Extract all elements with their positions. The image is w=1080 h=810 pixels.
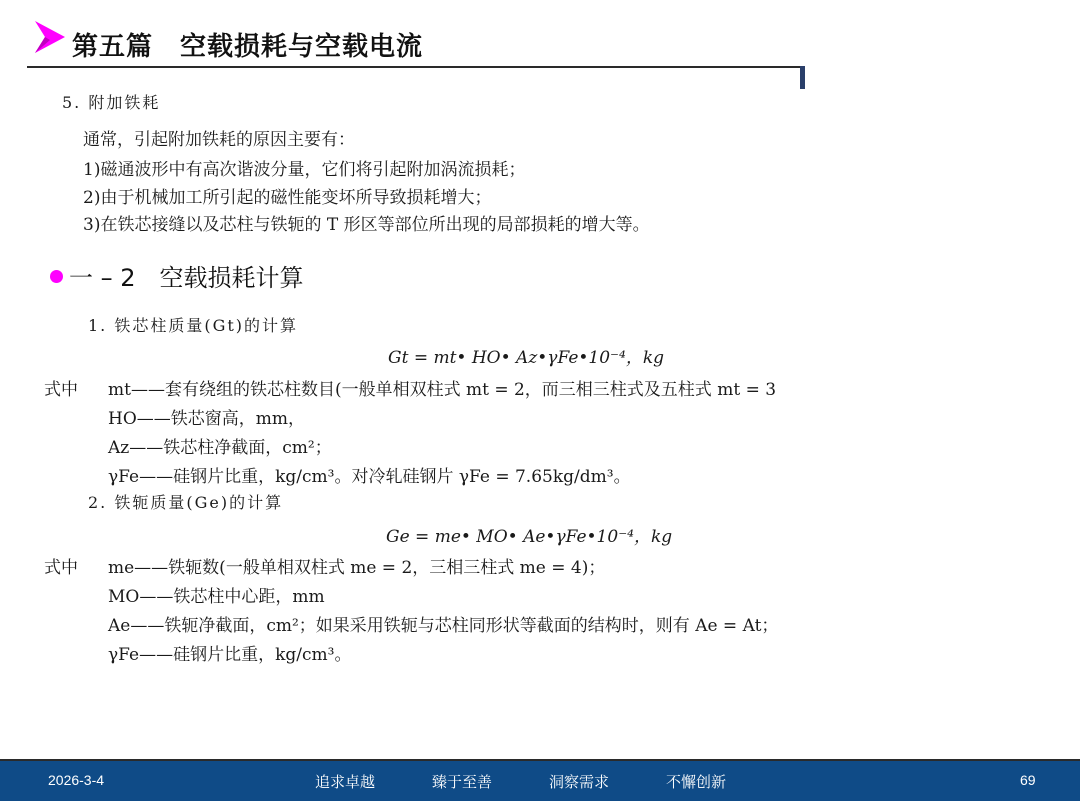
title-rule [27, 66, 805, 68]
footer-bar [0, 759, 1080, 801]
part-2-title: 2. 铁轭质量(Ge)的计算 [88, 493, 284, 512]
section-5-title: 5. 附加铁耗 [62, 93, 161, 112]
part-1-definition: HO——铁芯窗高，mm， [108, 409, 306, 429]
section-heading-text: 一 – 2 空载损耗计算 [69, 264, 304, 292]
part-1-definition: γFe——硅钢片比重，kg/cm³。对冷轧硅钢片 γFe = 7.65kg/dm³。 [108, 467, 631, 487]
section-heading [50, 258, 304, 293]
footer-motto: 不懈创新 [666, 773, 727, 791]
section-5-intro: 通常，引起附加铁耗的原因主要有： [83, 130, 355, 150]
bullet-icon [50, 270, 63, 283]
part-1-definition: Az——铁芯柱净截面，cm²； [108, 438, 332, 458]
footer-motto: 洞察需求 [549, 773, 610, 791]
page-title: 第五篇 空载损耗与空载电流 [72, 32, 424, 62]
part-2-definition: γFe——硅钢片比重，kg/cm³。 [108, 645, 352, 665]
part-2-definition: MO——铁芯柱中心距，mm [108, 587, 325, 607]
part-1-formula: Gt = mt• HO• Az•γFe•10⁻⁴，kg [388, 348, 665, 368]
title-rule-marker [800, 66, 805, 89]
part-2-formula: Ge = me• MO• Ae•γFe•10⁻⁴，kg [386, 527, 673, 547]
footer-motto: 追求卓越 [315, 773, 376, 791]
footer-date: 2026-3-4 [48, 772, 105, 788]
arrow-icon [33, 18, 67, 56]
part-1-title: 1. 铁芯柱质量(Gt)的计算 [88, 316, 299, 335]
page-number: 69 [1020, 772, 1036, 788]
section-5-item: 2)由于机械加工所引起的磁性能变坏所导致损耗增大； [83, 188, 492, 208]
part-1-definition: mt——套有绕组的铁芯柱数目(一般单相双柱式 mt = 2，而三相三柱式及五柱式 mt = 3 [108, 380, 777, 400]
part-2-where-label: 式中 [44, 558, 78, 578]
section-5-item: 1)磁通波形中有高次谐波分量，它们将引起附加涡流损耗； [83, 160, 526, 180]
footer-motto: 臻于至善 [432, 773, 493, 791]
part-2-definition: Ae——铁轭净截面，cm²；如果采用铁轭与芯柱同形状等截面的结构时，则有 Ae = At； [108, 616, 779, 636]
part-2-definition: me——铁轭数(一般单相双柱式 me = 2，三相三柱式 me = 4)； [108, 558, 606, 578]
section-5-item: 3)在铁芯接缝以及芯柱与铁轭的 T 形区等部位所出现的局部损耗的增大等。 [83, 215, 650, 235]
part-1-where-label: 式中 [44, 380, 78, 400]
